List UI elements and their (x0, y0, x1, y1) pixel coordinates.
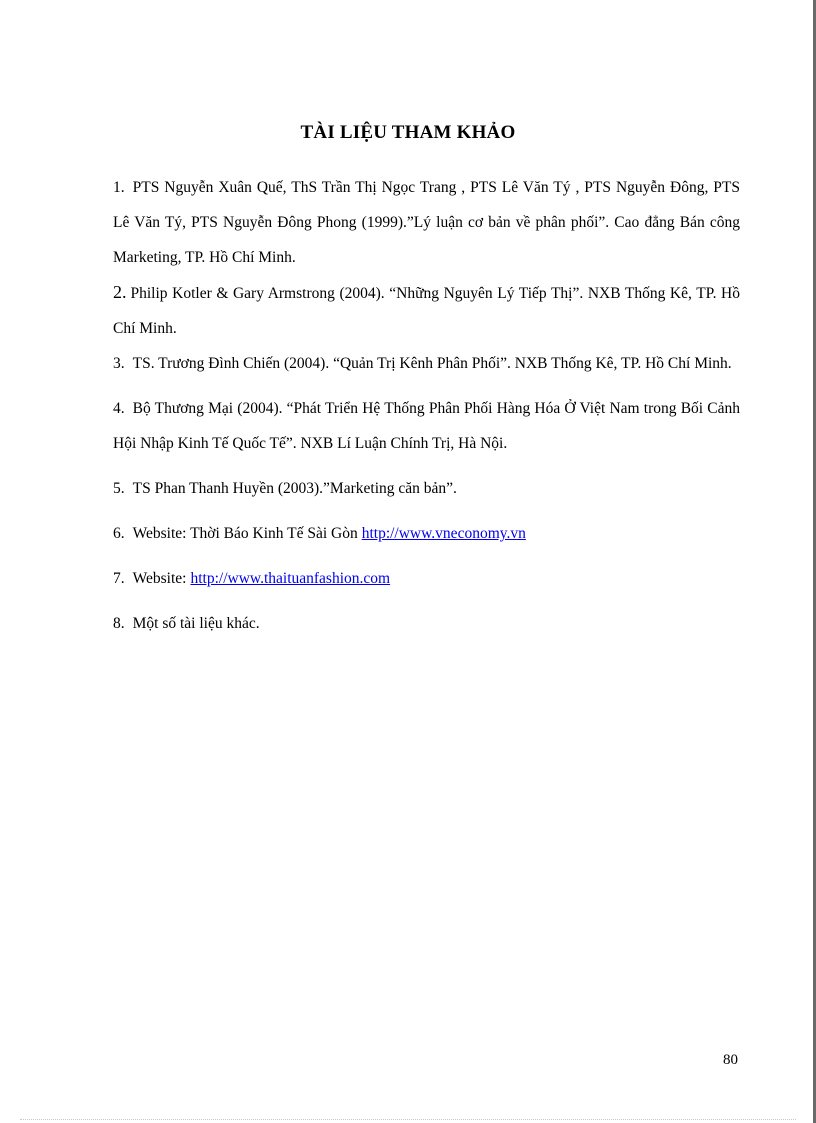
reference-number: 1. (113, 179, 125, 196)
reference-text: TS. Trương Đình Chiến (2004). “Quản Trị Kênh Phân Phối”. NXB Thống Kê, TP. Hồ Chí Minh. (132, 355, 732, 372)
reference-text: Một số tài liệu khác. (132, 615, 260, 632)
reference-text: Website: Thời Báo Kinh Tế Sài Gòn (132, 525, 358, 542)
reference-item-6 (113, 516, 740, 551)
page-number: 80 (723, 1052, 738, 1068)
reference-text: PTS Nguyễn Xuân Quế, ThS Trần Thị Ngọc Trang , PTS Lê Văn Tý , PTS Nguyễn Đông, PTS Lê Văn Tý, PTS Nguyễn Đông Phong (1999).”Lý luận cơ bản về phân phối”. Cao đẳng Bán công Marketing, TP. Hồ Chí Minh. (113, 179, 740, 266)
reference-text: Bộ Thương Mại (2004). “Phát Triển Hệ Thống Phân Phối Hàng Hóa Ở Việt Nam trong Bối Cảnh Hội Nhập Kinh Tế Quốc Tế”. NXB Lí Luận Chính Trị, Hà Nội. (113, 400, 740, 452)
reference-number: 5. (113, 480, 125, 497)
vneconomy-link[interactable]: http://www.vneconomy.vn (361, 525, 526, 542)
reference-number: 3. (113, 355, 125, 372)
reference-item-2 (113, 275, 740, 346)
page-edge-divider (20, 1119, 796, 1120)
reference-item-4 (113, 391, 740, 461)
reference-number: 7. (113, 570, 125, 587)
reference-item-5 (113, 471, 740, 506)
reference-text: Philip Kotler & Gary Armstrong (2004). “Những Nguyên Lý Tiếp Thị”. NXB Thống Kê, TP. Hồ Chí Minh. (113, 285, 740, 337)
reference-item-1 (113, 170, 740, 275)
reference-number: 8. (113, 615, 125, 632)
reference-number: 2. (113, 282, 127, 302)
reference-text: TS Phan Thanh Huyền (2003).”Marketing căn bản”. (132, 480, 457, 497)
reference-item-3 (113, 346, 740, 381)
reference-number: 6. (113, 525, 125, 542)
reference-item-8 (113, 606, 740, 641)
thaituanfashion-link[interactable]: http://www.thaituanfashion.com (190, 570, 391, 587)
reference-text: Website: (132, 570, 187, 587)
reference-item-7 (113, 561, 740, 596)
page-title: TÀI LIỆU THAM KHẢO (300, 122, 516, 143)
reference-number: 4. (113, 400, 125, 417)
reference-list (113, 170, 740, 641)
